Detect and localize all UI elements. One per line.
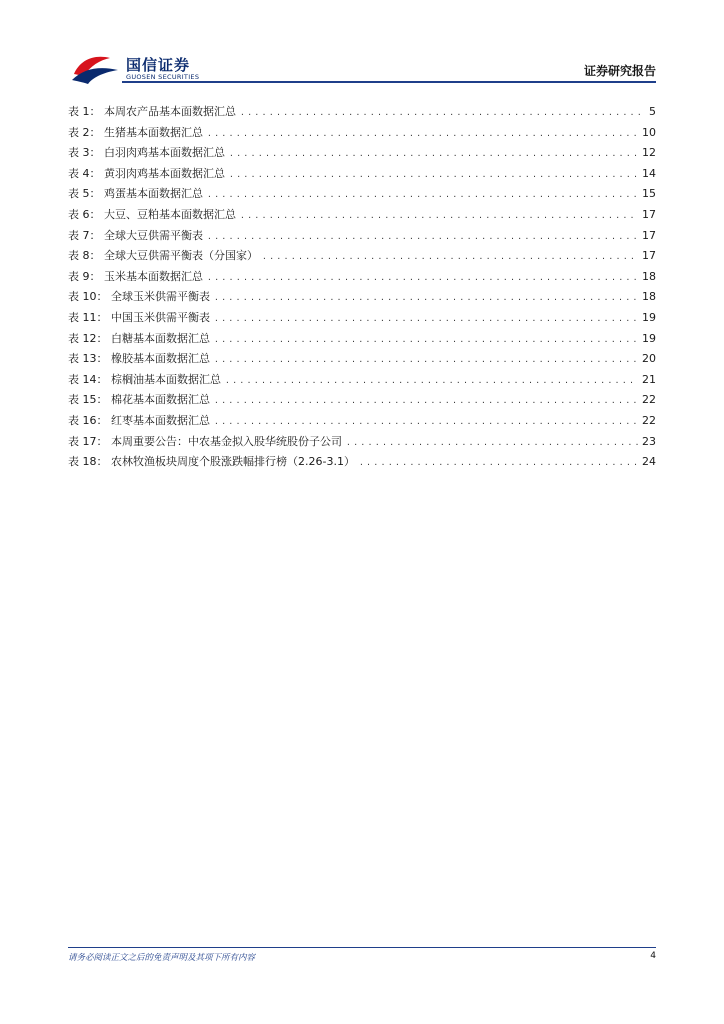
toc-dot-leader [214,412,638,433]
page-header [0,0,724,84]
toc-entry-page: 23 [642,434,656,448]
toc-entry[interactable] [68,287,656,308]
logo-english-name: GUOSEN SECURITIES [126,73,200,81]
toc-entry-page: 22 [642,413,656,427]
toc-entry-label: 表 1： 本周农产品基本面数据汇总 [68,105,236,118]
report-type-label: 证券研究报告 [583,64,656,78]
page-number: 4 [650,951,656,961]
toc-entry-page: 21 [642,372,656,386]
toc-entry-page: 19 [642,331,656,345]
toc-dot-leader [225,371,638,392]
toc-entry-label: 表 15： 棉花基本面数据汇总 [68,393,210,407]
toc-entry[interactable] [68,370,656,391]
toc-dot-leader [214,350,638,371]
toc-entry-label: 表 10： 全球玉米供需平衡表 [68,290,210,304]
toc-dot-leader [214,288,638,309]
toc-dot-leader [207,185,638,206]
toc-entry-page: 15 [642,187,656,201]
toc-entry-label: 表 11： 中国玉米供需平衡表 [68,310,210,324]
toc-entry-page: 14 [642,166,656,180]
toc-entry[interactable] [68,308,656,329]
toc-entry-label: 表 9： 玉米基本面数据汇总 [68,269,203,283]
toc-entry-page: 5 [649,105,656,118]
toc-entry-label: 表 8： 全球大豆供需平衡表（分国家） [68,249,258,263]
toc-entry[interactable] [68,267,656,288]
toc-dot-leader [229,144,638,165]
toc-entry-label: 表 14： 棕榈油基本面数据汇总 [68,372,221,386]
toc-entry-page: 17 [642,249,656,263]
toc-entry-page: 19 [642,310,656,324]
toc-dot-leader [214,309,638,330]
toc-entry-label: 表 18： 农林牧渔板块周度个股涨跌幅排行榜（2.26-3.1） [68,455,355,469]
guosen-logo-mark-icon [70,52,120,84]
toc-dot-leader [240,206,638,227]
toc-entry-page: 24 [642,455,656,469]
toc-entry-page: 10 [642,125,656,139]
toc-entry[interactable] [68,184,656,205]
toc-entry-label: 表 2： 生猪基本面数据汇总 [68,125,203,139]
toc-entry[interactable] [68,102,656,123]
toc-entry-label: 表 16： 红枣基本面数据汇总 [68,413,210,427]
toc-entry[interactable] [68,143,656,164]
toc-dot-leader [262,247,638,268]
toc-dot-leader [346,433,638,454]
toc-entry-page: 18 [642,290,656,304]
toc-entry[interactable] [68,390,656,411]
toc-entry[interactable] [68,349,656,370]
toc-entry[interactable] [68,164,656,185]
toc-dot-leader [207,124,638,145]
toc-entry-label: 表 17： 本周重要公告：中农基金拟入股华统股份子公司 [68,434,342,448]
toc-entry-page: 20 [642,352,656,366]
toc-entry-page: 17 [642,228,656,242]
toc-dot-leader [359,453,638,474]
toc-dot-leader [214,391,638,412]
toc-dot-leader [207,227,638,248]
toc-entry-label: 表 5： 鸡蛋基本面数据汇总 [68,187,203,201]
toc-entry-page: 18 [642,269,656,283]
toc-entry-page: 12 [642,146,656,160]
footer-disclaimer: 请务必阅读正文之后的免责声明及其项下所有内容 [68,953,256,963]
toc-dot-leader [229,165,638,186]
toc-entry-label: 表 12： 白糖基本面数据汇总 [68,331,210,345]
toc-entry[interactable] [68,452,656,473]
toc-entry[interactable] [68,246,656,267]
toc-entry[interactable] [68,123,656,144]
toc-entry-label: 表 3： 白羽肉鸡基本面数据汇总 [68,146,225,160]
toc-entry[interactable] [68,432,656,453]
guosen-logo [70,52,210,84]
toc-dot-leader [240,103,645,124]
toc-dot-leader [207,268,638,289]
toc-entry[interactable] [68,411,656,432]
logo-chinese-name: 国信证券 [126,56,191,74]
toc-entry-label: 表 4： 黄羽肉鸡基本面数据汇总 [68,166,225,180]
table-of-contents [68,102,656,473]
toc-entry[interactable] [68,205,656,226]
toc-entry[interactable] [68,226,656,247]
toc-dot-leader [214,330,638,351]
footer-divider [68,947,656,948]
toc-entry[interactable] [68,329,656,350]
toc-entry-label: 表 6： 大豆、豆粕基本面数据汇总 [68,207,236,221]
toc-entry-page: 17 [642,207,656,221]
header-divider [122,81,656,83]
toc-entry-label: 表 13： 橡胶基本面数据汇总 [68,352,210,366]
toc-entry-label: 表 7： 全球大豆供需平衡表 [68,228,203,242]
toc-entry-page: 22 [642,393,656,407]
